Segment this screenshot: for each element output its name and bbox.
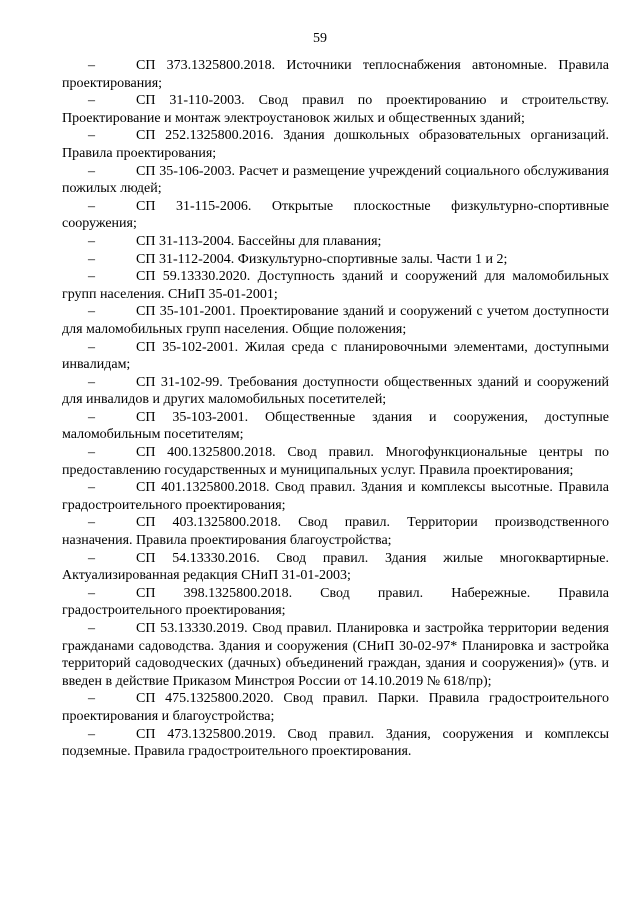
list-dash: – (88, 93, 95, 109)
list-dash: – (88, 58, 95, 73)
list-item-text: СП 400.1325800.2018. Свод правил. Многофункциональные центры по предоставлению государственных и муниципальных услуг. Правила проектирования; (62, 445, 609, 478)
list-item-text: СП 473.1325800.2019. Свод правил. Здания, сооружения и комплексы подземные. Правила градостроительного проектирования. (62, 726, 609, 760)
list-item (62, 374, 609, 409)
list-dash: – (88, 163, 95, 179)
list-dash: – (88, 445, 95, 461)
list-dash: – (88, 269, 95, 285)
list-item-text: СП 373.1325800.2018. Источники теплоснабжения автономные. Правила проектирования; (62, 58, 609, 91)
list-item-text: СП 401.1325800.2018. Свод правил. Здания и комплексы высотные. Правила градостроительного проектирования; (62, 480, 609, 513)
list-item-text: СП 35-102-2001. Жилая среда с планировочными элементами, доступными инвалидам; (62, 339, 609, 373)
list-item-text: СП 35-103-2001. Общественные здания и сооружения, доступные маломобильным посетителям; (62, 409, 609, 443)
list-item-text: СП 31-110-2003. Свод правил по проектированию и строительству. Проектирование и монтаж электроустановок жилых и общественных зданий; (62, 93, 609, 126)
list-dash: – (88, 726, 95, 742)
list-item-text: СП 54.13330.2016. Свод правил. Здания жилые многоквартирные. Актуализированная редакция СНиП 31-01-2003; (62, 550, 609, 584)
list-dash: – (88, 198, 95, 214)
document-body (62, 57, 609, 761)
list-item-text: СП 31-112-2004. Физкультурно-спортивные залы. Части 1 и 2; (136, 251, 508, 267)
list-item-text: СП 35-101-2001. Проектирование зданий и сооружений с учетом доступности для маломобильных групп населения. Общие положения; (62, 304, 609, 337)
list-item (62, 198, 609, 233)
list-dash: – (88, 339, 95, 355)
list-item (62, 57, 609, 92)
page-number: 59 (313, 31, 327, 46)
list-dash: – (88, 409, 95, 425)
list-item (62, 585, 609, 620)
list-item-text: СП 252.1325800.2016. Здания дошкольных образовательных организаций. Правила проектирования; (62, 128, 609, 161)
list-dash: – (88, 480, 95, 496)
list-dash: – (88, 691, 95, 707)
list-dash: – (88, 585, 95, 601)
list-dash: – (88, 621, 95, 636)
list-dash: – (88, 304, 95, 320)
list-item (62, 620, 609, 690)
list-item (62, 163, 609, 198)
list-dash: – (88, 233, 95, 249)
list-item-text: СП 31-115-2006. Открытые плоскостные физкультурно-спортивные сооружения; (62, 198, 609, 232)
list-item (62, 514, 609, 549)
list-item (62, 339, 609, 374)
list-item (62, 251, 609, 269)
list-dash: – (88, 374, 95, 390)
list-item (62, 268, 609, 303)
list-item-text: СП 31-102-99. Требования доступности общественных зданий и сооружений для инвалидов и других маломобильных посетителей; (62, 374, 609, 408)
list-item (62, 690, 609, 725)
list-item-text: СП 403.1325800.2018. Свод правил. Территории производственного назначения. Правила проектирования благоустройства; (62, 515, 609, 549)
list-item-text: СП 53.13330.2019. Свод правил. Планировка и застройка территории ведения гражданами садоводства. Здания и сооружения (СНиП 30-02-97* Планировка и застройка территорий садоводческих (дачных) объединений граждан, здания и сооружения)» (утв. и введен в действие Приказом Минстроя России от 14.10.2019 № 618/пр); (62, 621, 609, 689)
list-dash: – (88, 128, 95, 144)
list-item (62, 726, 609, 761)
list-item-text: СП 475.1325800.2020. Свод правил. Парки. Правила градостроительного проектирования и благоустройства; (62, 691, 609, 724)
list-item-text: СП 398.1325800.2018. Свод правил. Набережные. Правила градостроительного проектирования; (62, 585, 609, 619)
list-item (62, 550, 609, 585)
list-item (62, 479, 609, 514)
list-dash: – (88, 251, 95, 267)
list-item-text: СП 59.13330.2020. Доступность зданий и сооружений для маломобильных групп населения. СНиП 35-01-2001; (62, 269, 609, 302)
list-item-text: СП 35-106-2003. Расчет и размещение учреждений социального обслуживания пожилых людей; (62, 163, 609, 197)
list-item (62, 444, 609, 479)
list-item (62, 409, 609, 444)
list-item-text: СП 31-113-2004. Бассейны для плавания; (136, 233, 382, 249)
list-item (62, 127, 609, 162)
list-item (62, 303, 609, 338)
list-dash: – (88, 515, 95, 531)
list-dash: – (88, 550, 95, 566)
list-item (62, 92, 609, 127)
list-item (62, 233, 609, 251)
